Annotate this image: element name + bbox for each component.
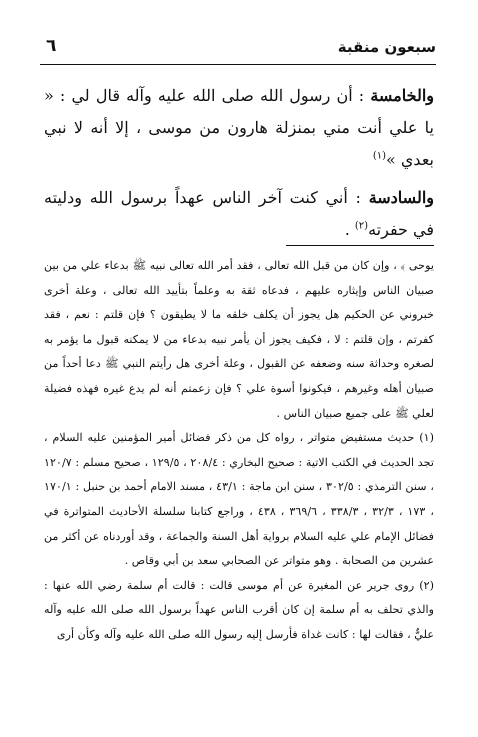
fifth-text: : أن رسول الله صلى الله عليه وآله قال لي : « يا علي أنت مني بمنزلة هارون من موسى ، إلا أنه لا نبي بعدي » — [44, 86, 434, 169]
footnote-ref-2: (٢) — [354, 220, 369, 232]
footnote-ref-1: (١) — [372, 150, 387, 162]
paragraph-sixth — [44, 182, 434, 246]
main-text — [44, 80, 434, 252]
page-number: ٦ — [46, 36, 57, 56]
footnote-separator — [286, 245, 434, 246]
footnote-1: (١) حديث مستفيض متواتر ، رواه كل من ذكر فضائل أمير المؤمنين عليه السلام ، تجد الحديث في الكتب الاتية : صحيح البخاري : ٢٠٨/٤ ، ١٢٩/٥ ، صحيح مسلم : ١٢٠/٧ ، سنن الترمذي : ٣٠٢/٥ ، سنن ابن ماجة : ٤٣/١ ، مسند الامام أحمد بن حنبل : ١٧٠/١ ، ١٧٣ ، ٣٢/٣ ، ٣٣٨/٣ ، ٣٦٩/٦ ، ٤٣٨ ، وراجع كتابنا سلسلة الأحاديث المتواترة في فضائل الإمام علي عليه السلام برواية أهل السنة والجماعة ، وقد أوردناه عن أكثر من عشرين من الصحابة . وهو متواتر عن الصحابي سعد بن أبي وقاص . — [44, 431, 434, 568]
running-title: سبعون منقبة — [337, 38, 436, 56]
fifth-label: والخامسة — [370, 86, 434, 105]
footnote-2: (٢) روى جرير عن المغيرة عن أم موسى قالت : قالت أم سلمة رضي الله عنها : والذي تحلف به أم سلمة إن كان أقرب الناس عهداً برسول الله صلى الله عليه وآله عليٌّ ، فقالت لها : كانت غداة فأرسل إليه رسول الله صلى الله عليه وآله وكأن أرى — [44, 578, 434, 641]
paragraph-fifth — [44, 80, 434, 176]
footnote-continuation: يوحى ﴾ ، وإن كان من قبل الله تعالى ، فقد أمر الله تعالى نبيه ﷺ بدعاء علي من بين صبيان الناس وإيثاره عليهم ، فدعاه ثقة به وعلماً بتأييد الله تعالى ، وعلة أخرى خبروني عن الحكيم هل يجوز أن يكلف خلقه ما لا يطيقون ؟ فإن قلتم : نعم ، فقد كفرتم ، وإن قلتم : لا ، فكيف يجوز أن يأمر نبيه بدعاء من لا يمكنه قبول ما يؤمر به لصغره وحداثة سنه وضعفه عن القبول ، وعلة أخرى هل رأيتم النبي ﷺ دعا أحداً من صبيان أهله وغيرهم ، فيكونوا أسوة علي ؟ فإن زعمتم أنه لم يدع غيره فهذه فضيلة لعلي ﷺ على جميع صبيان الناس . — [44, 259, 434, 420]
sixth-text: : أني كنت آخر الناس عهداً برسول الله ودليته في حفرته — [44, 188, 434, 239]
sixth-end: . — [344, 220, 355, 239]
sixth-label: والسادسة — [368, 188, 434, 207]
page-header — [40, 30, 436, 65]
footnotes — [44, 254, 434, 648]
